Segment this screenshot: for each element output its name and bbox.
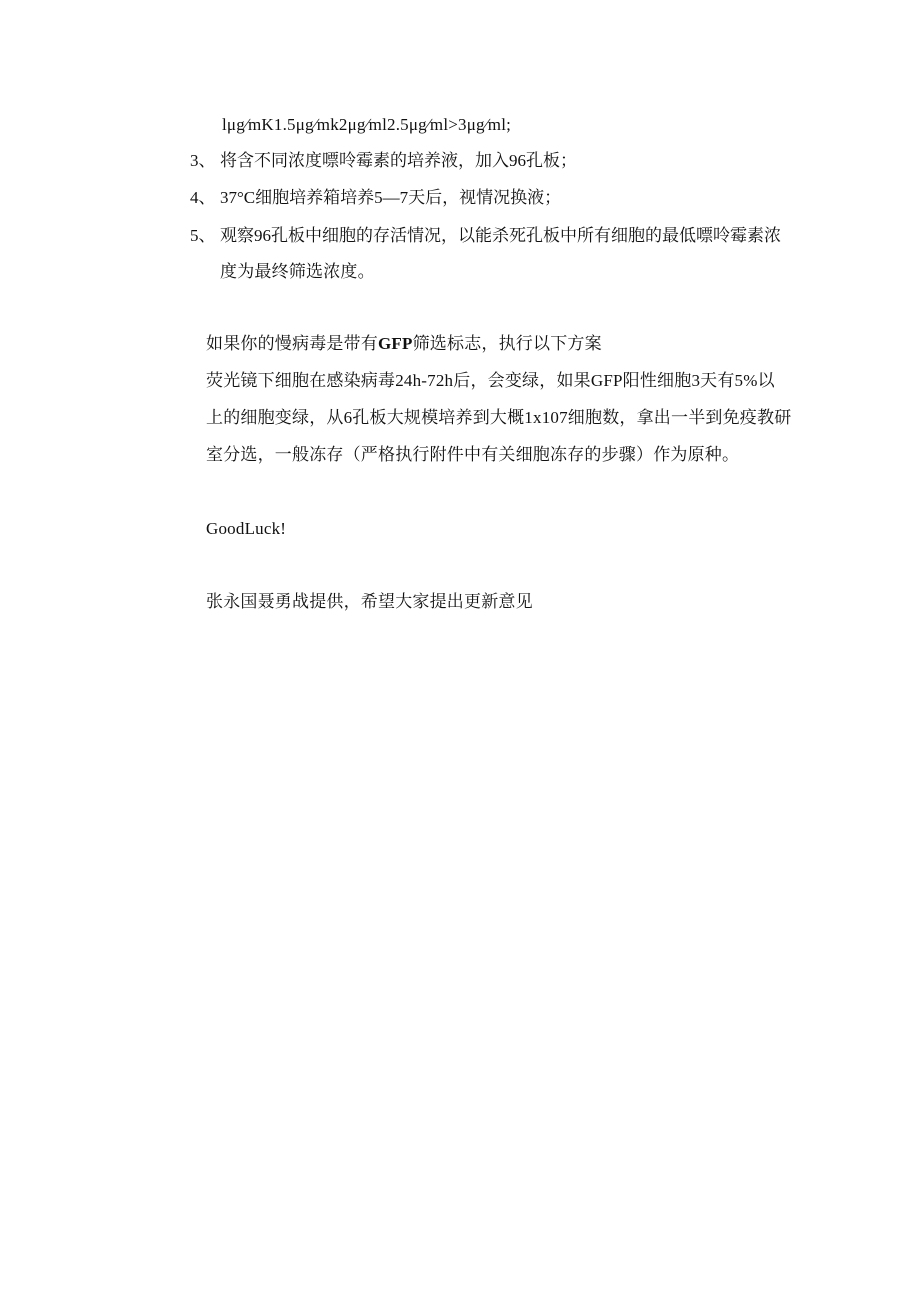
closing-text: GoodLuck! xyxy=(206,519,287,538)
step-5 xyxy=(190,224,781,248)
concentration-line: lμg∕mK1.5μg∕mk2μg∕ml2.5μg∕ml>3μg∕ml; xyxy=(222,115,512,134)
credits-text: 张永国聂勇战提供，希望大家提出更新意见 xyxy=(206,592,533,611)
gfp-paragraph-line: 室分选，一般冻存（严格执行附件中有关细胞冻存的步骤）作为原种。 xyxy=(206,445,740,464)
gfp-heading xyxy=(206,332,602,356)
step-text: 观察96孔板中细胞的存活情况，以能杀死孔板中所有细胞的最低嘌呤霉素浓 xyxy=(220,226,781,245)
step-4 xyxy=(190,186,561,210)
step-text: 将含不同浓度嘌呤霉素的培养液，加入96孔板； xyxy=(220,151,577,170)
step-number: 3、 xyxy=(190,151,216,170)
gfp-heading-text: 筛选标志，执行以下方案 xyxy=(412,334,602,353)
gfp-heading-text: 如果你的慢病毒是带有 xyxy=(206,334,378,353)
gfp-heading-bold: GFP xyxy=(378,334,413,353)
step-number: 4、 xyxy=(190,188,216,207)
gfp-paragraph-line: 上的细胞变绿，从6孔板大规模培养到大概1x107细胞数，拿出一半到免疫教研 xyxy=(206,408,792,427)
gfp-paragraph-line: 荧光镜下细胞在感染病毒24h-72h后，会变绿，如果GFP阳性细胞3天有5%以 xyxy=(206,371,775,390)
step-number: 5、 xyxy=(190,226,216,245)
step-3 xyxy=(190,149,577,173)
step-text: 37°C细胞培养箱培养5—7天后，视情况换液； xyxy=(220,188,562,207)
step-5-continuation: 度为最终筛选浓度。 xyxy=(220,262,375,281)
